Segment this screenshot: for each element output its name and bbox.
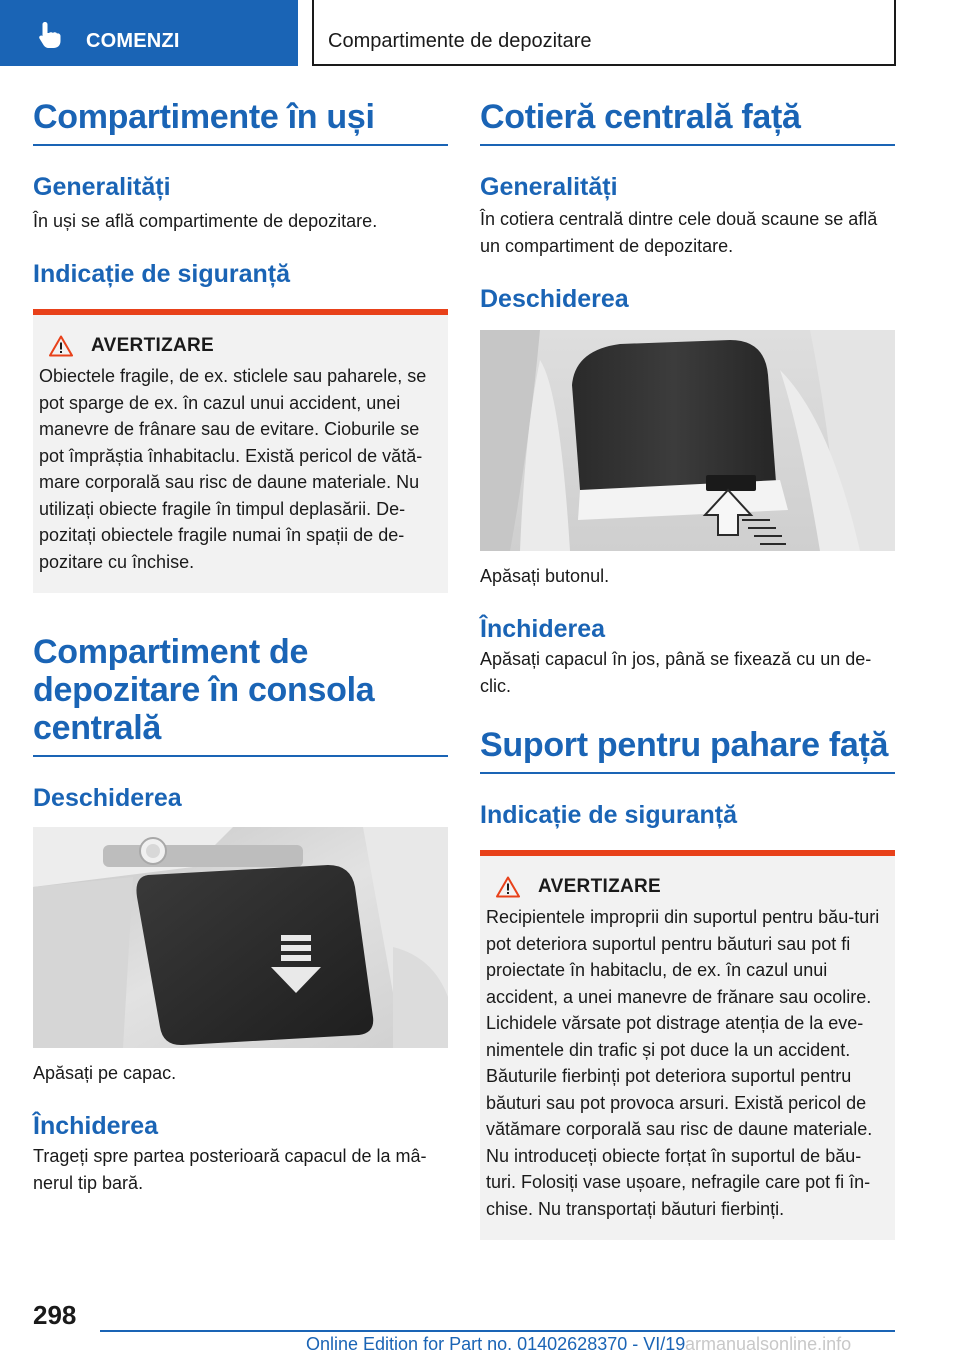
section-tab[interactable]: [312, 0, 896, 66]
warning-box-right: [480, 850, 895, 1240]
text-close-right: Apăsați capacul în jos, până se fixează cu un de-clic.: [480, 649, 872, 696]
warning-triangle-icon: [496, 876, 520, 898]
warning-box-left: [33, 309, 448, 593]
armrest-button-image: [480, 330, 895, 551]
warning-text-right: Recipientele improprii din suportul pentru bău-turi pot deteriora suportul pentru băuturi sau pot fi proiectate în habitaclu, de ex. în cazul unui accident, a unei manevre de frănare sau ocolire. Lichidele vărsate pot distrage atenția de la eve-nimentele din trafic și pot duce la un accident. Băuturile fierbinți pot deteriora suportul pentru băuturi sau pot provoca arsuri. Există pericol de vătămare corporală sau risc de daune materiale. Nu introduceți obiecte forțat în suportul de bău-turi. Folosiți vase ușoare, nefragile care pot fi în-chise. Nu transportați băuturi fierbinți.: [486, 907, 880, 1219]
heading-open-right: Deschiderea: [480, 285, 629, 313]
heading-general-right: Generalități: [480, 173, 618, 201]
text-open-right: Apăsați butonul.: [480, 566, 610, 586]
heading-general-left: Generalități: [33, 173, 171, 201]
footer-edition: Online Edition for Part no. 01402628370 - VI/19: [306, 1334, 686, 1354]
warning-title-right: AVERTIZARE: [538, 876, 661, 897]
text-general-left: În uși se află compartimente de depozitare.: [33, 211, 378, 231]
heading-center-console: Compartiment de depozitare în consola centrală: [33, 633, 448, 757]
text-close-left: Trageți spre partea posterioară capacul de la mâ-nerul tip bară.: [33, 1146, 427, 1193]
hand-pointer-icon: [36, 20, 66, 50]
right-column: [480, 98, 895, 1240]
warning-text-left: Obiectele fragile, de ex. sticlele sau paharele, se pot sparge de ex. în cazul unui accident, unei manevre de frânare sau de evitare. Cioburile se pot împrăștia înhabitaclu. Există pericol de vătă-mare corporală sau risc de daune materiale. Nu utilizați obiecte fragile în timpul deplasării. De-pozitați obiectele fragile numai în spații de de-pozitare cu închise.: [39, 366, 427, 572]
heading-door-compartments: Compartimente în uși: [33, 98, 448, 146]
heading-close-right: Închiderea: [480, 615, 606, 643]
footer-divider: [100, 1330, 895, 1332]
heading-front-armrest: Cotieră centrală față: [480, 98, 895, 146]
text-general-right: În cotiera centrală dintre cele două scaune se află un compartiment de depozitare.: [480, 209, 878, 256]
heading-open-left: Deschiderea: [33, 784, 182, 812]
section-tab-label: Compartimente de depozitare: [328, 30, 592, 52]
watermark: armanualsonline.info: [685, 1334, 852, 1354]
warning-title-left: AVERTIZARE: [91, 335, 214, 356]
heading-safety-right: Indicație de siguranță: [480, 801, 738, 829]
chapter-tab-label: COMENZI: [86, 30, 180, 52]
chapter-tab[interactable]: [0, 0, 298, 66]
heading-cup-holder: Suport pentru pahare față: [480, 726, 895, 774]
left-column: [33, 98, 448, 1197]
page-number: 298: [33, 1300, 77, 1330]
console-lid-image: [33, 827, 448, 1048]
heading-safety-left: Indicație de siguranță: [33, 260, 291, 288]
text-open-left: Apăsați pe capac.: [33, 1063, 177, 1083]
heading-close-left: Închiderea: [33, 1112, 159, 1140]
warning-triangle-icon: [49, 335, 73, 357]
